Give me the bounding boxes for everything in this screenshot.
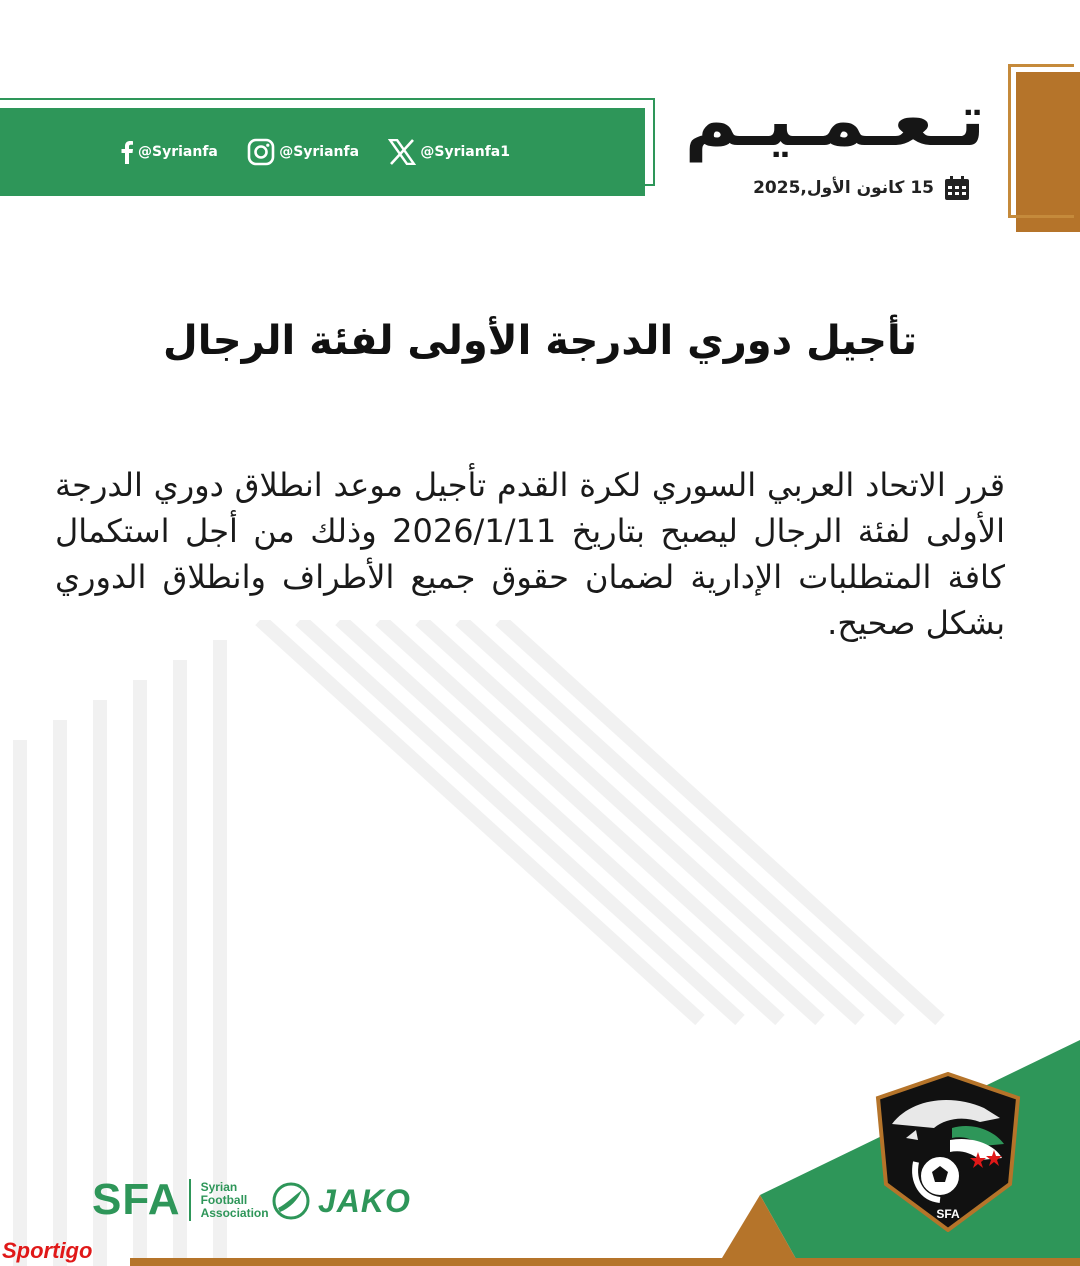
sfa-logo — [92, 1175, 269, 1224]
calendar-icon — [944, 175, 970, 201]
sfa-emblem — [872, 1072, 1024, 1232]
circular-title: تـعـمـيـم — [684, 78, 985, 162]
jako-wordmark: JAKO — [318, 1182, 411, 1219]
instagram-icon — [247, 138, 275, 166]
facebook-handle: @Syrianfa — [138, 144, 218, 160]
jako-logo — [272, 1182, 411, 1220]
sfa-subtitle — [201, 1181, 269, 1220]
announcement-title: تأجيل دوري الدرجة الأولى لفئة الرجال — [163, 318, 917, 364]
sfa-separator — [189, 1179, 191, 1221]
instagram-handle: @Syrianfa — [279, 144, 360, 160]
facebook-icon — [120, 140, 134, 164]
social-instagram[interactable] — [247, 138, 359, 166]
sportigo-watermark: Sportigo — [2, 1238, 93, 1263]
sfa-subtitle-3: Association — [200, 1205, 269, 1220]
date-row — [753, 175, 970, 201]
x-handle: @Syrianfa1 — [420, 144, 510, 160]
x-icon — [388, 139, 416, 165]
sfa-subtitle-1: Syrian — [200, 1179, 238, 1194]
jako-swoosh-icon — [272, 1182, 310, 1220]
social-handles — [120, 108, 510, 196]
announcement-body: قرر الاتحاد العربي السوري لكرة القدم تأجيل موعد انطلاق دوري الدرجة الأولى لفئة الرجال ليصبح بتاريخ 2026/1/11 وذلك من أجل استكمال كافة المتطلبات الإدارية لضمان حقوق جميع الأطراف وانطلاق الدوري بشكل صحيح. — [55, 466, 1006, 642]
social-x[interactable] — [388, 139, 510, 165]
social-facebook[interactable] — [120, 140, 218, 164]
sfa-subtitle-2: Football — [200, 1192, 248, 1207]
circular-date: 15 كانون الأول,2025 — [753, 178, 934, 198]
gold-accent-frame — [1008, 64, 1074, 218]
sfa-mark: SFA — [92, 1175, 181, 1224]
emblem-label: SFA — [936, 1207, 960, 1221]
gold-bottom-strip — [130, 1258, 1080, 1266]
